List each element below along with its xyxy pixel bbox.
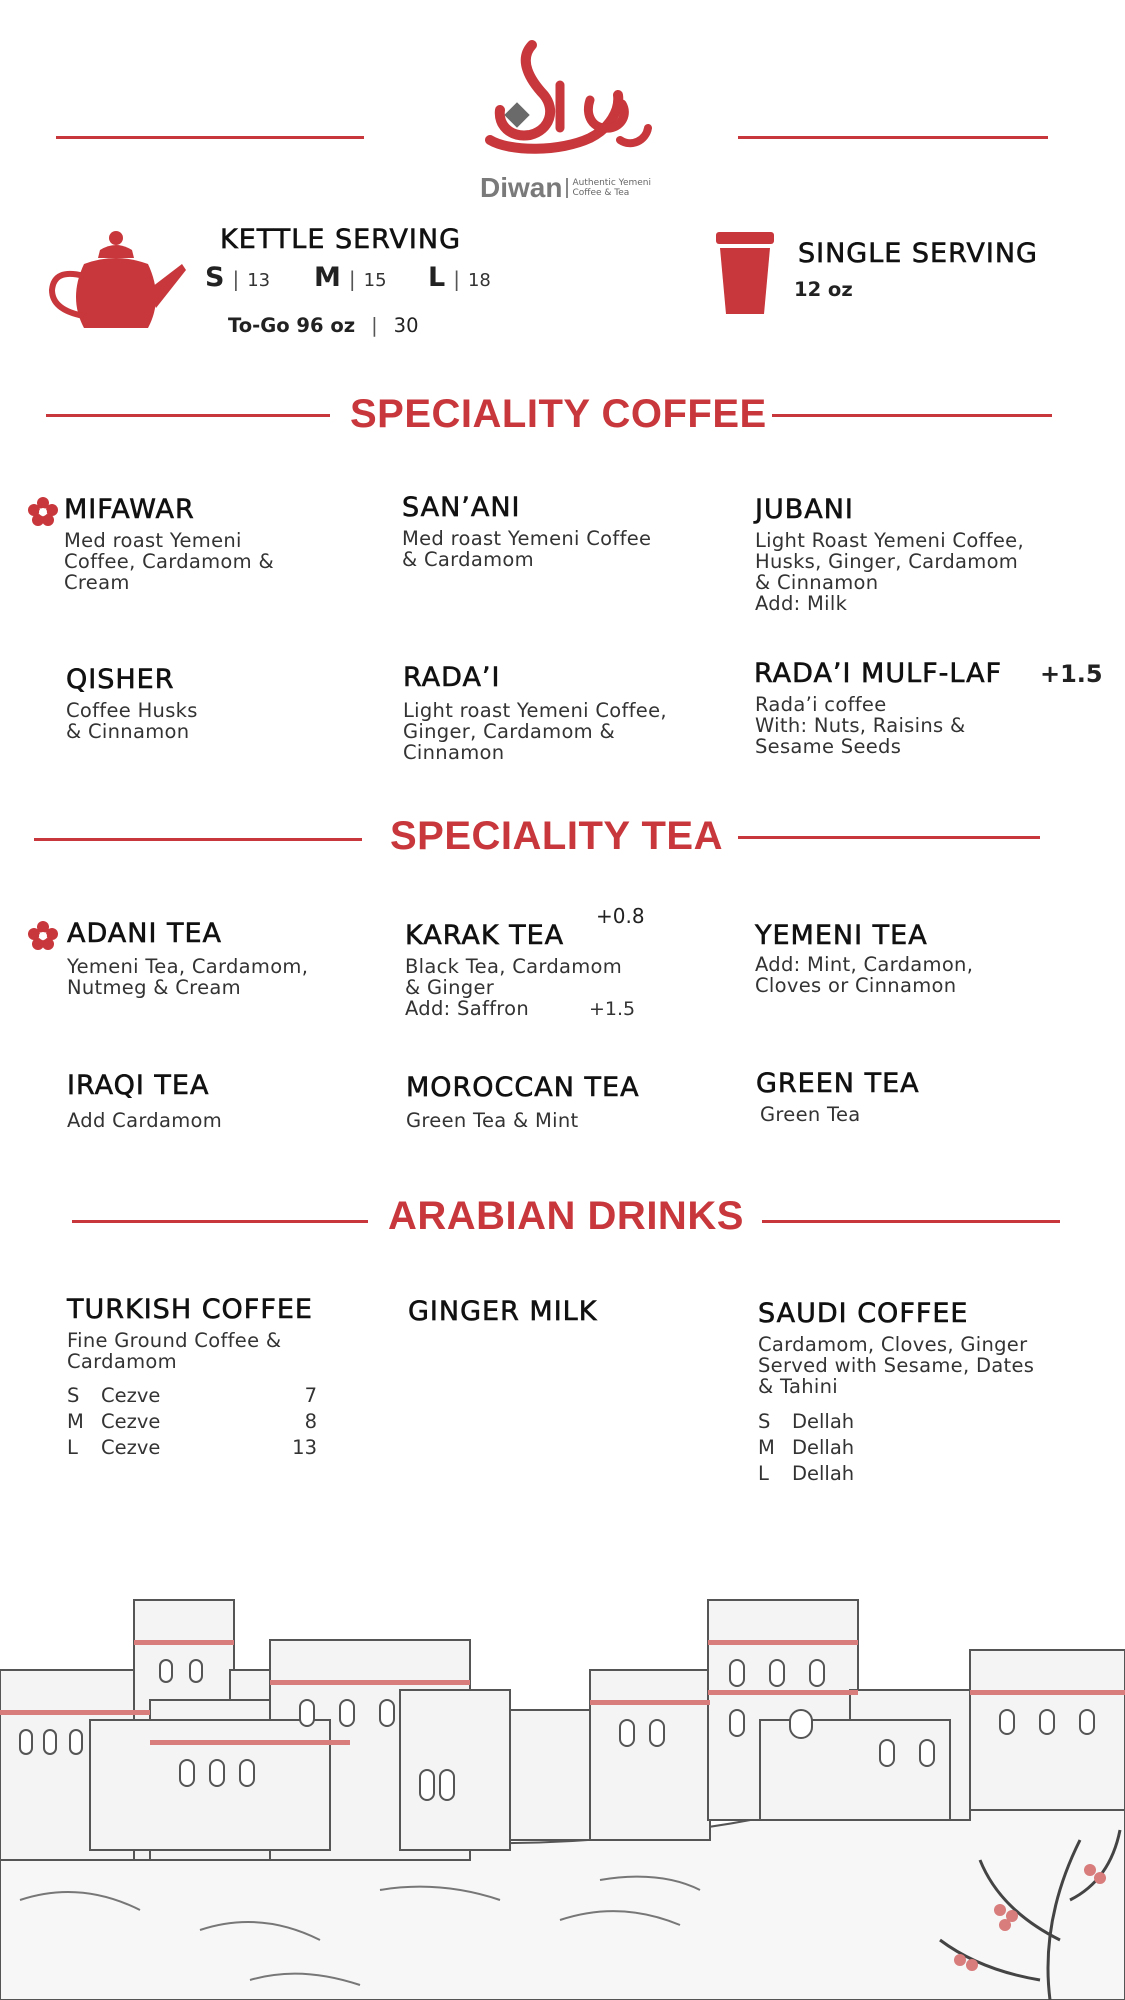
item-radai-mulflaf-extra: +1.5 (1040, 660, 1103, 688)
featured-flower-icon (27, 496, 59, 528)
section-title-tea: SPECIALITY TEA (390, 814, 723, 858)
item-adani-title: ADANI TEA (67, 918, 223, 949)
item-green-desc: Green Tea (760, 1103, 861, 1126)
coffee-rule-left (46, 414, 330, 417)
item-karak-title: KARAK TEA (405, 920, 565, 951)
item-qisher-title: QISHER (66, 664, 175, 695)
brand-logo (470, 40, 660, 210)
header-rule-right (738, 136, 1048, 139)
item-yemeni-desc: Add: Mint, Cardamon, Cloves or Cinnamon (755, 953, 974, 997)
item-karak-desc: Black Tea, Cardamom & Ginger Add: Saffron (405, 955, 623, 1020)
kettle-size-m: M | 15 (314, 262, 387, 293)
item-saudi-desc: Cardamom, Cloves, Ginger Served with Sesame, Dates & Tahini (758, 1333, 1035, 1398)
item-radai-title: RADA’I (403, 662, 501, 693)
item-iraqi-desc: Add Cardamom (67, 1109, 223, 1132)
item-karak-addon-price: +1.5 (589, 998, 636, 1020)
featured-flower-icon (27, 920, 59, 952)
item-mifawar-title: MIFAWAR (64, 494, 195, 525)
yemeni-cityscape-illustration (0, 1580, 1125, 2000)
kettle-size-s-price: 13 (247, 270, 271, 291)
item-mifawar-desc: Med roast Yemeni Coffee, Cardamom & Cream (64, 529, 274, 594)
kettle-togo: To-Go 96 oz | 30 (228, 314, 419, 337)
section-title-arabian: ARABIAN DRINKS (388, 1194, 744, 1238)
kettle-size-m-price: 15 (363, 270, 387, 291)
kettle-size-l: L | 18 (428, 262, 491, 293)
header-rule-left (56, 136, 364, 139)
section-title-coffee: SPECIALITY COFFEE (350, 392, 767, 436)
kettle-size-m-label: M (314, 262, 341, 293)
item-turkish-desc: Fine Ground Coffee & Cardamom (67, 1329, 282, 1373)
brand-tagline-1: Authentic Yemeni (572, 178, 651, 188)
cup-icon (712, 228, 778, 316)
tea-rule-left (34, 838, 362, 841)
brand-name: Diwan (480, 172, 563, 203)
item-green-title: GREEN TEA (756, 1068, 920, 1099)
calligraphy-logo-icon (470, 40, 660, 170)
brand-tagline-2: Coffee & Tea (572, 188, 630, 198)
item-radai-mulflaf-desc: Rada’i coffee With: Nuts, Raisins & Sesame Seeds (755, 693, 966, 758)
kettle-size-l-label: L (428, 262, 446, 293)
single-title: SINGLE SERVING (798, 238, 1038, 269)
item-jubani-title: JUBANI (755, 494, 854, 525)
item-qisher-desc: Coffee Husks & Cinnamon (66, 699, 198, 743)
item-sanani-title: SAN’ANI (402, 492, 521, 523)
item-moroccan-desc: Green Tea & Mint (406, 1109, 579, 1132)
saudi-price-row-m: M Dellah (758, 1436, 855, 1459)
coffee-rule-right (772, 414, 1052, 417)
item-yemeni-title: YEMENI TEA (755, 920, 928, 951)
item-adani-desc: Yemeni Tea, Cardamom, Nutmeg & Cream (67, 955, 309, 999)
turkish-price-row-m: M Cezve 8 (67, 1410, 317, 1433)
item-saudi-title: SAUDI COFFEE (758, 1298, 969, 1329)
turkish-price-row-s: S Cezve 7 (67, 1384, 317, 1407)
kettle-togo-label: To-Go 96 oz (228, 314, 356, 337)
item-radai-desc: Light roast Yemeni Coffee, Ginger, Cardamom & Cinnamon (403, 699, 667, 764)
tea-rule-right (738, 836, 1040, 839)
saudi-price-row-s: S Dellah (758, 1410, 855, 1433)
kettle-title: KETTLE SERVING (220, 224, 461, 255)
turkish-price-row-l: L Cezve 13 (67, 1436, 317, 1459)
single-size: 12 oz (794, 278, 853, 301)
arabian-rule-left (72, 1220, 368, 1223)
item-turkish-title: TURKISH COFFEE (67, 1294, 313, 1325)
kettle-togo-price: 30 (393, 314, 419, 337)
item-karak-extra: +0.8 (596, 904, 645, 928)
item-radai-mulflaf-title: RADA’I MULF-LAF (754, 658, 1003, 689)
item-ginger-milk-title: GINGER MILK (408, 1296, 598, 1327)
kettle-size-s: S | 13 (205, 262, 271, 293)
item-moroccan-title: MOROCCAN TEA (406, 1072, 640, 1103)
saudi-price-row-l: L Dellah (758, 1462, 855, 1485)
arabian-rule-right (762, 1220, 1060, 1223)
item-iraqi-title: IRAQI TEA (67, 1070, 210, 1101)
teapot-icon (44, 228, 192, 338)
item-sanani-desc: Med roast Yemeni Coffee & Cardamom (402, 527, 652, 571)
item-jubani-desc: Light Roast Yemeni Coffee, Husks, Ginger, Cardamom & Cinnamon Add: Milk (755, 529, 1024, 615)
kettle-size-l-price: 18 (467, 270, 491, 291)
kettle-size-s-label: S (205, 262, 225, 293)
